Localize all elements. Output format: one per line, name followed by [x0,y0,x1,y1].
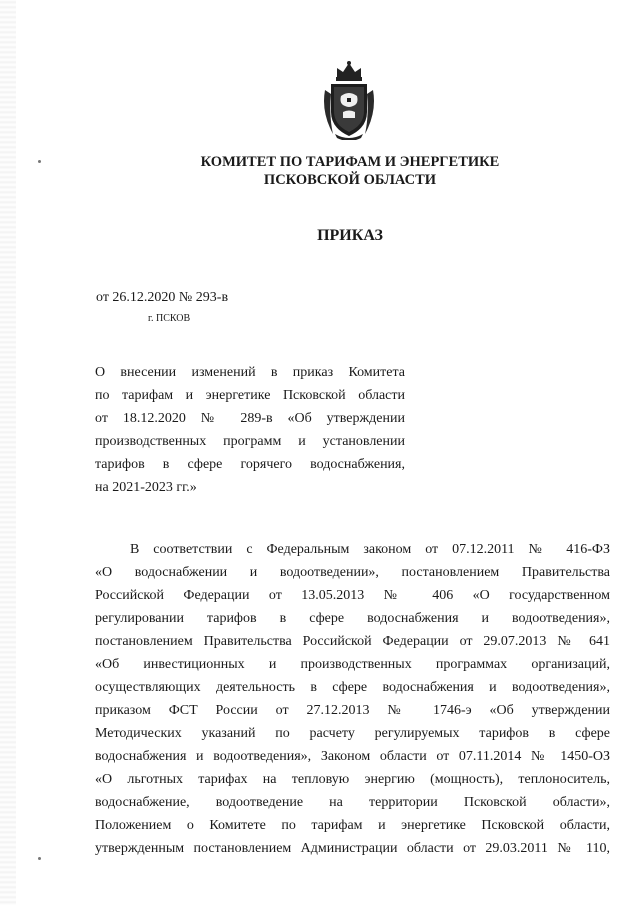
order-date-number: от 26.12.2020 № 293-в [96,290,229,305]
body-line: Методических указаний по расчету регулируемых тарифов в сфере [95,726,610,741]
subject-line: производственных программ и установлении [95,434,405,449]
body-line: В соответствии с Федеральным законом от 07.12.2011 № 416-ФЗ [130,542,610,557]
body-line: постановлением Правительства Российской Федерации от 29.07.2013 № 641 [95,634,610,649]
body-line: «О водоснабжении и водоотведении», постановлением Правительства [95,565,610,580]
scan-edge-artifact [0,0,16,905]
body-line: «Об инвестиционных и производственных программах организаций, [95,657,610,672]
body-line: утвержденным постановлением Администрации области от 29.03.2011 № 110, [95,841,610,856]
committee-name-line-2: ПСКОВСКОЙ ОБЛАСТИ [263,172,437,188]
order-city: г. ПСКОВ [148,313,191,324]
pskov-coat-of-arms-icon [321,60,377,140]
subject-line: на 2021-2023 гг.» [95,480,197,495]
subject-line: тарифов в сфере горячего водоснабжения, [95,457,405,472]
body-line: осуществляющих деятельность в сфере водоснабжения и водоотведения», [95,680,610,695]
committee-name-line-1: КОМИТЕТ ПО ТАРИФАМ И ЭНЕРГЕТИКЕ [200,154,500,170]
body-line: водоснабжения и водоотведения», Законом области от 07.11.2014 № 1450-ОЗ [95,749,610,764]
subject-line: от 18.12.2020 № 289-в «Об утверждении [95,411,405,426]
body-line: приказом ФСТ России от 27.12.2013 № 1746-э «Об утверждении [95,703,610,718]
document-type-title: ПРИКАЗ [317,227,383,244]
body-line: водоснабжение, водоотведение на территории Псковской области», [95,795,610,810]
scan-speck [38,160,41,163]
subject-line: по тарифам и энергетике Псковской области [95,388,405,403]
subject-line: О внесении изменений в приказ Комитета [95,365,405,380]
scan-speck [38,857,41,860]
body-line: Положением о Комитете по тарифам и энергетике Псковской области, [95,818,610,833]
body-line: регулировании тарифов в сфере водоснабжения и водоотведения», [95,611,610,626]
body-line: «О льготных тарифах на тепловую энергию (мощность), теплоноситель, [95,772,610,787]
body-line: Российской Федерации от 13.05.2013 № 406 «О государственном [95,588,610,603]
